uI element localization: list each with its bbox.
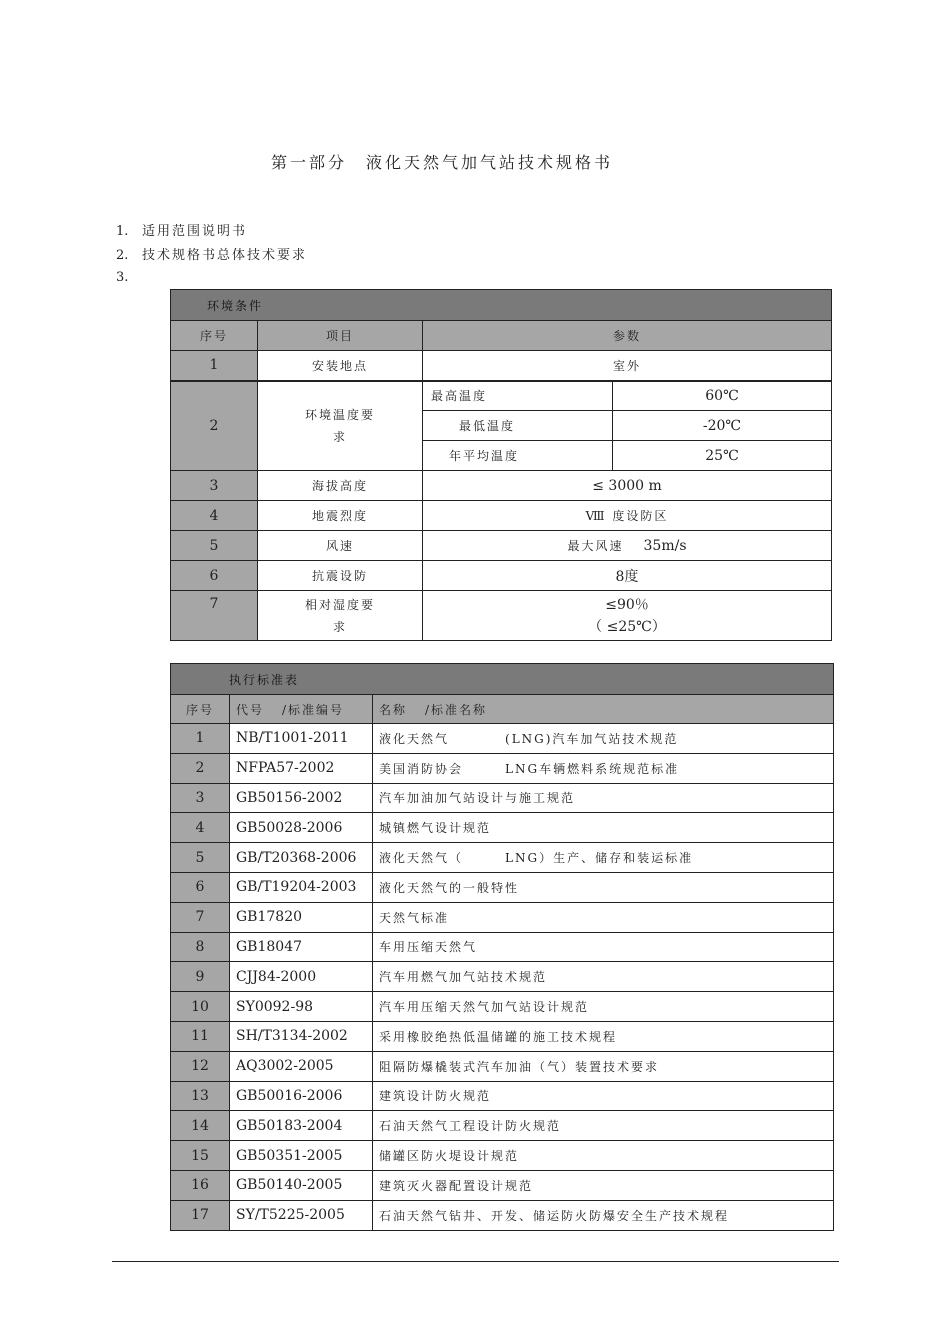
table-row — [171, 1141, 834, 1171]
standard-name: 天然气标准 — [373, 902, 834, 932]
standard-code: GB50156-2002 — [230, 783, 373, 813]
standard-name: 储罐区防火堤设计规范 — [373, 1141, 834, 1171]
standard-code: GB17820 — [230, 902, 373, 932]
row-seq: 5 — [171, 843, 230, 873]
standard-name: 液化天然气的一般特性 — [373, 872, 834, 902]
standard-name: 液化天然气 (LNG)汽车加气站技术规范 — [373, 724, 834, 754]
standard-name: 汽车用压缩天然气加气站设计规范 — [373, 992, 834, 1022]
table-row: 4 地震烈度 Ⅷ 度设防区 — [171, 501, 832, 531]
standard-code: NB/T1001-2011 — [230, 724, 373, 754]
standard-code: GB50028-2006 — [230, 813, 373, 843]
column-header: 参数 — [423, 321, 832, 351]
table-row — [171, 962, 834, 992]
footer-rule — [112, 1261, 839, 1262]
table-row — [171, 813, 834, 843]
standard-code: GB50140-2005 — [230, 1170, 373, 1200]
row-seq: 16 — [171, 1170, 230, 1200]
row-seq: 11 — [171, 1021, 230, 1051]
standard-name: 车用压缩天然气 — [373, 932, 834, 962]
table-header-row — [171, 695, 834, 724]
standard-code: GB50183-2004 — [230, 1111, 373, 1141]
table-row — [171, 1111, 834, 1141]
standard-code: CJJ84-2000 — [230, 962, 373, 992]
column-header: 名称 /标准名称 — [373, 695, 834, 724]
toc-item: 1. 适用范围说明书 — [116, 224, 248, 239]
page-title — [0, 150, 950, 174]
column-header: 序号 — [171, 695, 230, 724]
table-row — [171, 1200, 834, 1230]
table-row: 3 海拔高度 ≤ 3000 m — [171, 471, 832, 501]
column-header: 代号 /标准编号 — [230, 695, 373, 724]
row-seq: 13 — [171, 1081, 230, 1111]
row-seq: 7 — [171, 902, 230, 932]
table-caption: 执行标准表 — [171, 664, 834, 695]
standard-name: 液化天然气（ LNG）生产、储存和装运标准 — [373, 843, 834, 873]
row-seq: 4 — [171, 813, 230, 843]
table-caption-row — [171, 290, 832, 321]
column-header: 项目 — [258, 321, 423, 351]
standard-name: 建筑灭火器配置设计规范 — [373, 1170, 834, 1200]
standard-code: GB50016-2006 — [230, 1081, 373, 1111]
title-main: 液化天然气加气站技术规格书 — [366, 153, 614, 172]
standard-code: GB/T20368-2006 — [230, 843, 373, 873]
standard-name: 建筑设计防火规范 — [373, 1081, 834, 1111]
row-seq: 8 — [171, 932, 230, 962]
column-header: 序号 — [171, 321, 258, 351]
conditions-table — [170, 289, 832, 641]
table-row: 年平均温度 25℃ — [171, 441, 832, 471]
row-seq: 9 — [171, 962, 230, 992]
table-row — [171, 902, 834, 932]
table-caption: 环境条件 — [171, 290, 832, 321]
table-row — [171, 992, 834, 1022]
table-row — [171, 932, 834, 962]
row-seq: 3 — [171, 783, 230, 813]
toc-item: 2. 技术规格书总体技术要求 — [116, 248, 308, 263]
table-row: 7 相对湿度要 求 ≤90％ （ ≤25℃） — [171, 591, 832, 641]
row-seq: 10 — [171, 992, 230, 1022]
table-row — [171, 1051, 834, 1081]
table-row: 1 安装地点 室外 — [171, 351, 832, 381]
table-row — [171, 1081, 834, 1111]
table-row — [171, 783, 834, 813]
standard-code: SH/T3134-2002 — [230, 1021, 373, 1051]
toc-item: 3. — [116, 270, 129, 285]
table-row — [171, 843, 834, 873]
standard-name: 美国消防协会 LNG车辆燃料系统规范标准 — [373, 753, 834, 783]
row-seq: 2 — [171, 753, 230, 783]
row-seq: 17 — [171, 1200, 230, 1230]
standard-name: 汽车加油加气站设计与施工规范 — [373, 783, 834, 813]
standard-name: 汽车用燃气加气站技术规范 — [373, 962, 834, 992]
standard-code: SY0092-98 — [230, 992, 373, 1022]
standard-code: NFPA57-2002 — [230, 753, 373, 783]
standard-name: 阻隔防爆橇装式汽车加油（气）装置技术要求 — [373, 1051, 834, 1081]
table-row: 2 环境温度要 求 最高温度 60℃ — [171, 381, 832, 411]
row-seq: 1 — [171, 724, 230, 754]
table-row — [171, 724, 834, 754]
standard-code: GB18047 — [230, 932, 373, 962]
standard-code: SY/T5225-2005 — [230, 1200, 373, 1230]
standards-table — [170, 663, 834, 1231]
standard-name: 城镇燃气设计规范 — [373, 813, 834, 843]
row-seq: 12 — [171, 1051, 230, 1081]
table-row — [171, 1021, 834, 1051]
table-row: 6 抗震设防 8度 — [171, 561, 832, 591]
standard-name: 石油天然气钻井、开发、储运防火防爆安全生产技术规程 — [373, 1200, 834, 1230]
row-seq: 14 — [171, 1111, 230, 1141]
standard-code: GB50351-2005 — [230, 1141, 373, 1171]
table-header-row — [171, 321, 832, 351]
standard-name: 石油天然气工程设计防火规范 — [373, 1111, 834, 1141]
table-row: 最低温度 -20℃ — [171, 411, 832, 441]
row-seq: 6 — [171, 872, 230, 902]
row-seq: 15 — [171, 1141, 230, 1171]
title-part: 第一部分 — [271, 153, 348, 172]
table-row: 5 风速 最大风速 35m/s — [171, 531, 832, 561]
table-row — [171, 753, 834, 783]
table-row — [171, 1170, 834, 1200]
standard-code: AQ3002-2005 — [230, 1051, 373, 1081]
standard-code: GB/T19204-2003 — [230, 872, 373, 902]
table-caption-row — [171, 664, 834, 695]
table-row — [171, 872, 834, 902]
standard-name: 采用橡胶绝热低温储罐的施工技术规程 — [373, 1021, 834, 1051]
